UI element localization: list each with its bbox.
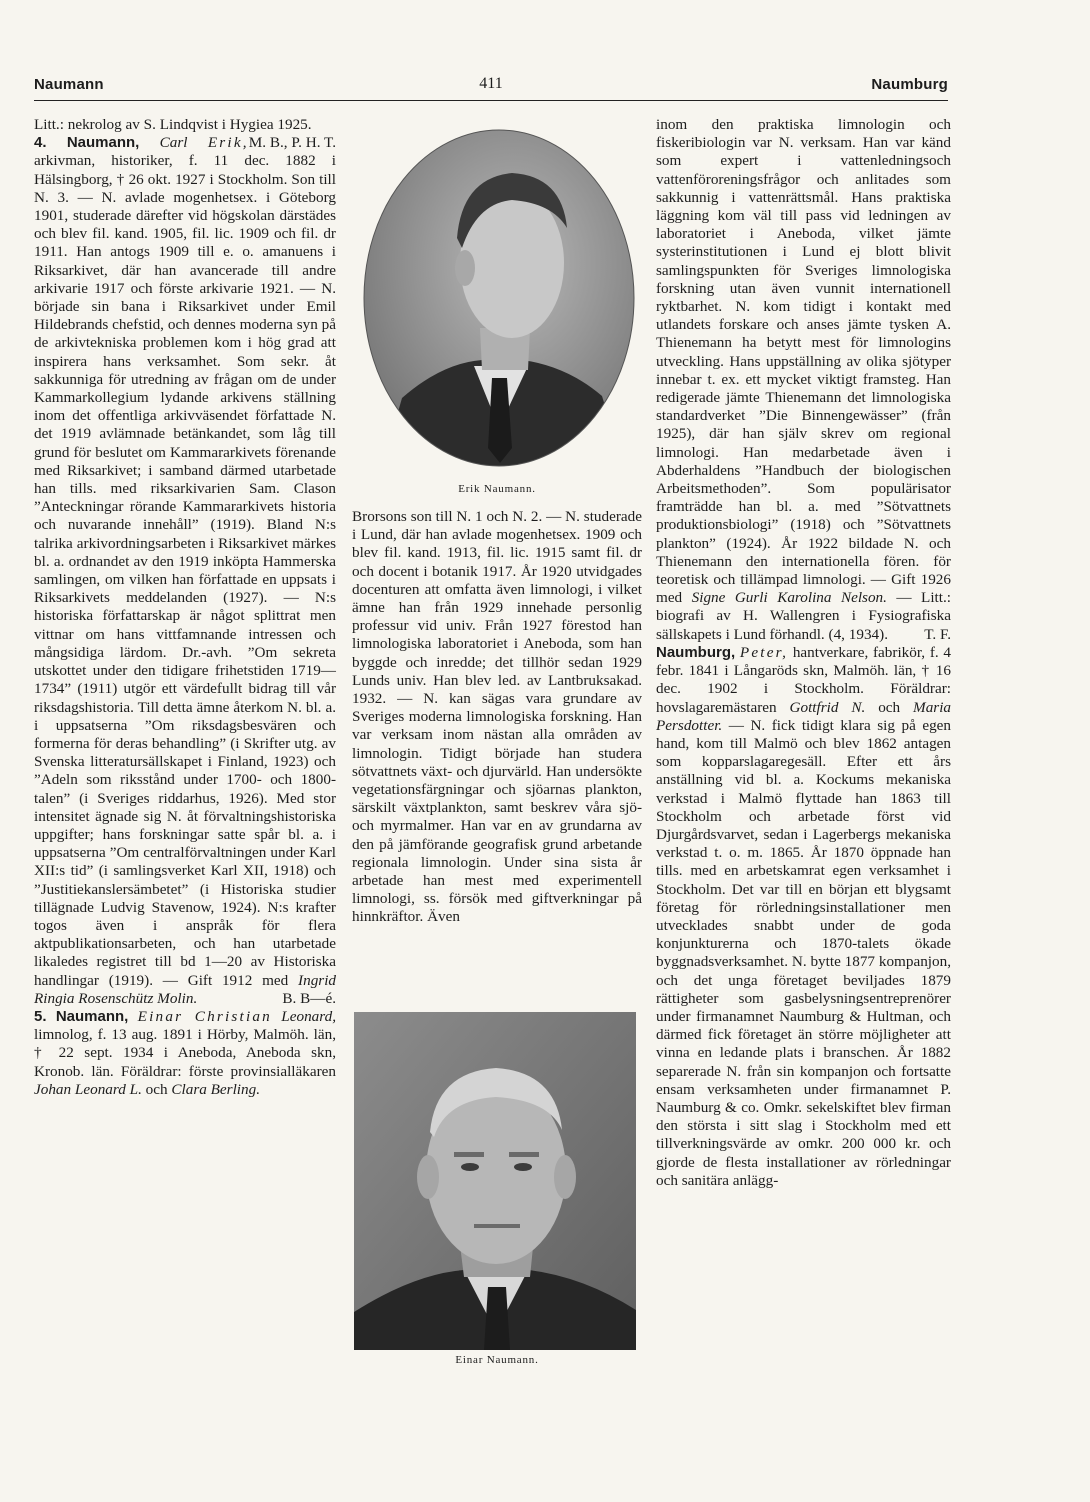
column-left	[34, 116, 336, 1099]
header-right-word: Naumburg	[871, 76, 948, 93]
running-header	[34, 74, 948, 101]
column-right	[656, 116, 951, 1190]
headword: Naumburg,	[656, 643, 736, 661]
signature: T. F.	[924, 625, 951, 643]
litt-paragraph: Litt.: nekrolog av S. Lindqvist i Hygiea 1925. M. B., P. H. T.	[34, 116, 336, 152]
header-left-word: Naumann	[34, 76, 104, 93]
caption-top-photo: Erik Naumann.	[458, 483, 536, 495]
entry-5-continued: Brorsons son till N. 1 och N. 2. — N. studerade i Lund, där han avlade mogenhetsex. 1909 och blev fil. kand. 1913, fil. lic. 1915 samt fil. dr och docent i botanik 1917. År 1920 utvidgades docenturen att omfatta även limnologi, i vilket ämne han från 1929 innehade personlig professur vid univ. Från 1927 förestod han limnologiska laboratoriet i Aneboda, som han byggde och inredde; det tillhör sedan 1929 Lunds univ. Han blev led. av Lantbruksakad. 1932. — N. kan sägas vara grundare av Sveriges moderna limnologiska forskning. Han var verksam inom nästan alla områden av limnologin. Tidigt började han studera sötvattnets växt- och djurvärld. Han undersökte vegetationsfärgningar och sjöarnas plankton, särskilt växtplankton, samt beskrev våra sjö- och myrmalmer. Han var en av grundarna av den på jämförande geografisk grund arbetande regionala limnologin. Under sina sista år arbetade han mest med experimentell limnologi, ss. försök med giftverkningar på hinnkräftor. Även	[352, 508, 642, 926]
signature: B. B—é.	[282, 989, 336, 1007]
entry-5: 5. Naumann, Einar Christian Leonard, limnolog, f. 13 aug. 1891 i Hörby, Malmöh. län, † 22 sept. 1934 i Aneboda, Aneboda skn, Kronob. län. Föräldrar: förste provinsialläkaren Johan Leonard L. och Clara Berling.	[34, 1007, 336, 1098]
column-middle	[352, 508, 642, 927]
signature: M. B., P. H. T.	[248, 134, 336, 152]
headword: Naumann,	[55, 1007, 129, 1025]
page-number: 411	[479, 75, 503, 92]
entry-5-continued-right: inom den praktiska limnologin och fiskeribiologin var N. verksam. Han var känd som expert i vattenledningsoch vattenföroreningsfrågor och anlitades som sakkunnig i vattenrättsmål. Hans praktiska läggning kom väl till pass vid ledningen av laboratoriet i Aneboda, vilket jämte systerinstitutionen i Lund ej blott blivit samlingspunkten för Sveriges limnologiska forskning utan även vunnit internationell ryktbarhet. N. kom tidigt i kontakt med utlandets forskare och anses jämte tysken A. Thienemann ha betytt mest för limnologins utveckling. Hans uppställning av olika sjötyper innebar t. ex. ett mycket viktigt framsteg. Han redigerade jämte Thienemann det limnologiska standardverket ”Die Binnengewässer” (från 1925), där han själv skrev om regional limnologi. Han medarbetade även i Abderhaldens ”Handbuch der biologischen Arbeitsmethoden”. Som populärisator framträdde han bl. a. med ”Sötvattnets produktionsbiologi” (1918) och ”Sötvattnets plankton” (1924). År 1922 bildade N. och Thienemann den internationella fören. för teoretisk och tillämpad limnologi. — Gift 1926 med Signe Gurli Karolina Nelson. — Litt.: biografi av H. Wallengren i Fysiografiska sällskapets i Lund förhandl. (4, 1934). T. F.	[656, 116, 952, 643]
portrait-einar-naumann	[354, 1012, 636, 1350]
caption-bottom-photo: Einar Naumann.	[455, 1354, 539, 1366]
entry-4: 4. Naumann, Carl Erik, arkivman, historiker, f. 11 dec. 1882 i Hälsingborg, † 26 okt. 1927 i Stockholm. Son till N. 3. — N. avlade mogenhetsex. i Göteborg 1901, studerade därefter vid högskolan därstädes och blev fil. kand. 1905, fil. lic. 1909 och fil. dr 1911. Han antogs 1909 till e. o. amanuens i Riksarkivet, där han avancerade till andre arkivarie 1917 och förste arkivarie 1921. — N. började sin bana i Riksarkivet under Emil Hildebrands chefstid, och dennes moderna syn på de arkivtekniska problemen kom i hög grad att inspirera hans verksamhet. Som sekr. åt sakkunniga för utredning av frågan om de under Kammarkollegium lydande arkivens ställning inom det offentliga arkivväsendet författade N. det 1919 avlämnade betänkandet, som låg till grund för beslutet om Kammararkivets förenande med Riksarkivet; i samband därmed utarbetade han tills. med riksarkivarien Sam. Clason ”Anteckningar rörande Kammararkivets historia och nuvarande innehåll” (1919). Bland N:s talrika arkivordningsarbeten i Riksarkivet märkes bl. a. ordnandet av den 1919 inköpta Hammerska samlingen, om vilken han författade en uppsats i Riksarkivets meddelanden (1927). — N:s historiska författarskap är något splittrat men vittnar om hans vittfamnande intressen och mångsidiga lärdom. Dr.-avh. ”Om sekreta utskottet under den tidigare frihetstiden 1719—1734” (1911) utgör ett värdefullt bidrag till vår riksdagshistoria. Till detta ämne återkom N. bl. a. i uppsatserna ”Om riksdagsbesvären och formerna för deras behandling” (i Skrifter utg. av Svenska litteratursällskapet i Finland, 1923) och ”Adeln som riksstånd under 1700- och 1800-talen” (i Sveriges riddarhus, 1926). Med stor intensitet ägnade sig N. åt förvaltningshistoriska uppgifter; hans forskningar satte spår bl. a. i uppsatserna ”Om centralförvaltningen under Karl XII:s tid” (i samlingsverket Karl XII, 1918) och ”Justitiekanslersämbetet” (i Historiska studier tillägnade Ludvig Stavenow, 1924). N:s krafter togos även i anspråk för flera aktpublikationsarbeten, och han utarbetade likaledes registret till bd 1—20 av Historiska handlingar (1919). — Gift 1912 med Ingrid Ringia Rosenschütz Molin. B. B—é.	[34, 134, 337, 1007]
portrait-erik-naumann	[362, 128, 636, 468]
headword: Naumann,	[66, 134, 140, 152]
entry-naumburg: Naumburg, Peter, hantverkare, fabrikör, f. 4 febr. 1841 i Långaröds skn, Malmöh. län, † 16 dec. 1902 i Stockholm. Föräldrar: hovslagaremästaren Gottfrid N. och Maria Persdotter. — N. fick tidigt klara sig på egen hand, kom till Malmö och blev 1862 antagen som kopparslagaregesäll. Efter ett års anställning vid bl. a. Kockums mekaniska verkstad i Malmö flyttade han 1863 till Stockholm och arbetade först vid Djurgårdsvarvet, sedan i Lagerbergs mekaniska verkstad t. o. m. 1865. År 1870 öppnade han tills. med en arbetskamrat egen verksamhet i Stockholm. Det var till en början ett blygsamt företag för rörledningsinstallationer men utvecklades snabbt under de goda konjunkturerna och 1870-talets ökade byggnadsverksamhet. N. bytte 1877 kompanjon, och det unga företaget beviljades 1879 rättigheter som gasbelysningsentreprenörer under firmanamnet Naumburg & Hultman, och därmed fick företaget än större möjligheter att vinna en ledande plats i branschen. År 1882 separerade N. från sin kompanjon och fortsatte ensam verksamheten under firmanamnet P. Naumburg & co. Omkr. sekelskiftet blev firman den största i sitt slag i Stockholm med ett tillverkningsvärde av omkr. 200 000 kr. och gjorde de flesta installationer av rörledningar och sanitära anlägg-	[656, 643, 952, 1189]
